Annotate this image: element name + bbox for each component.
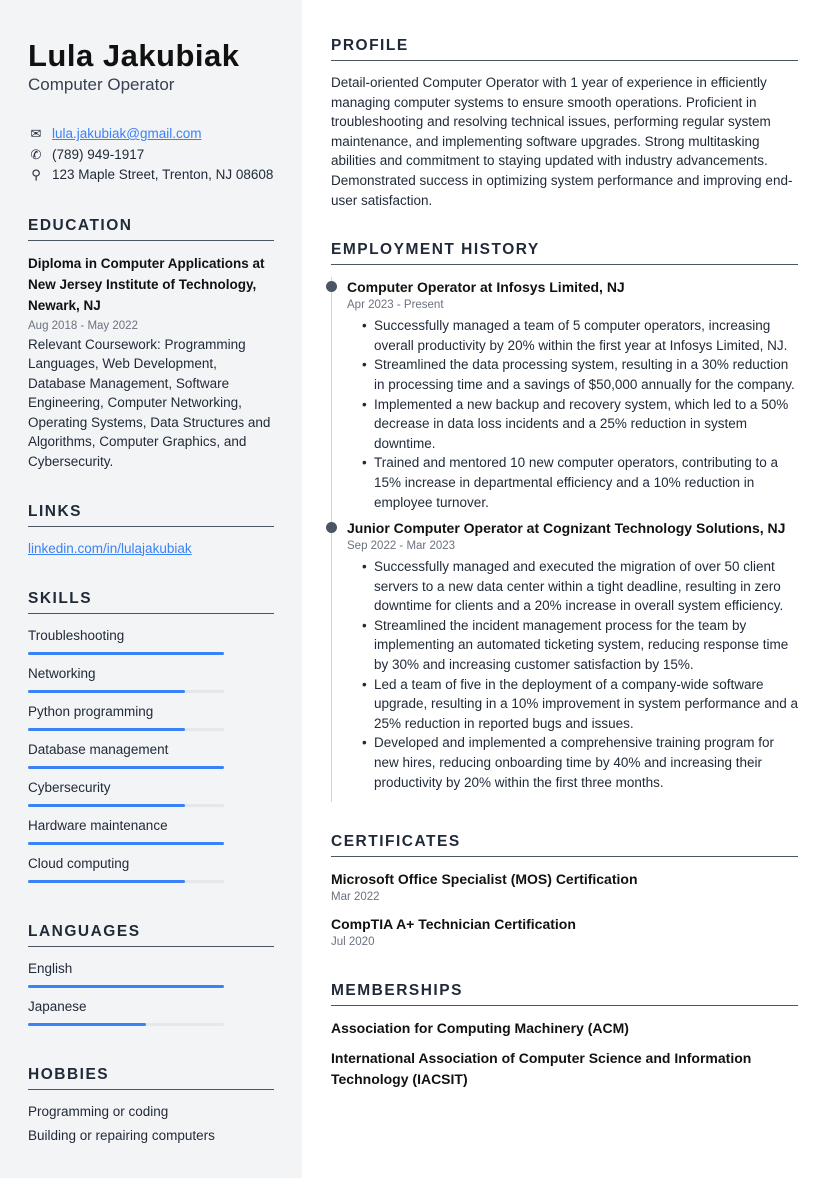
phone-icon: ✆ — [30, 146, 42, 162]
address-row — [28, 165, 274, 186]
skill-name: Cybersecurity — [28, 779, 111, 795]
skill-level-bar — [28, 766, 224, 769]
skills-heading: SKILLS — [28, 589, 274, 614]
skill-level-fill — [28, 1023, 146, 1026]
skill-level-bar — [28, 1023, 224, 1026]
job-title: Computer Operator at Infosys Limited, NJ — [347, 279, 625, 296]
skill-level-bar — [28, 842, 224, 845]
skill-level-fill — [28, 842, 224, 845]
email-row — [28, 124, 274, 145]
hobbies-section — [28, 1065, 274, 1146]
employment-section — [331, 240, 798, 802]
job-bullet: • Developed and implemented a comprehensive training program for new hires, reducing onboarding time by 40% and increasing their productivity by 20% within the first three months. — [332, 733, 798, 792]
skill-item — [28, 997, 224, 1035]
skill-name: Python programming — [28, 703, 154, 719]
skills-section — [28, 589, 274, 892]
certificate-date: Mar 2022 — [331, 891, 380, 904]
skill-item — [28, 702, 224, 740]
education-degree: Diploma in Computer Applications at New Jersey Institute of Technology, Newark, NJ — [28, 255, 265, 313]
job-bullet: • Streamlined the incident management process for the team by implementing an automated ticketing system, reducing response time by 30% and increasing customer satisfaction by 15%. — [332, 616, 798, 675]
skill-level-fill — [28, 804, 185, 807]
certificate-date: Jul 2020 — [331, 936, 375, 949]
skill-item — [28, 740, 224, 778]
job-bullets — [332, 557, 798, 792]
skill-level-bar — [28, 804, 224, 807]
phone: (789) 949-1917 — [52, 146, 145, 162]
profile-section — [331, 36, 798, 210]
skill-item — [28, 816, 224, 854]
address: 123 Maple Street, Trenton, NJ 08608 — [52, 167, 274, 182]
skill-name: Database management — [28, 741, 169, 757]
job-bullet: • Trained and mentored 10 new computer operators, contributing to a 15% increase in departmental efficiency and a 10% reduction in employee turnover. — [332, 453, 798, 512]
job-bullet: • Streamlined the data processing system, resulting in a 30% reduction in processing time and a savings of $50,000 annually for the company. — [332, 355, 798, 394]
education-dates: Aug 2018 - May 2022 — [28, 319, 138, 332]
skill-level-fill — [28, 985, 224, 988]
job-entry — [332, 518, 798, 792]
education-details: Relevant Coursework: Programming Languages, Web Development, Database Management, Software Engineering, Computer Networking, Operating Systems, Data Structures and Algorithms, Computer Graphics, and Cybersecurity. — [28, 336, 271, 470]
certificates-section — [331, 832, 798, 951]
profile-text: Detail-oriented Computer Operator with 1 year of experience in efficiently managing computer systems to ensure smooth operations. Proficient in troubleshooting and resolving technical issues, performing regular system maintenance, and implementing software upgrades. Strong multitasking abilities and commitment to staying updated with industry advancements. Demonstrated success in optimizing system performance and improving end-user satisfaction. — [331, 75, 793, 208]
membership-item: International Association of Computer Science and Information Technology (IACSIT) — [331, 1050, 752, 1088]
sidebar — [0, 0, 302, 1178]
skill-level-bar — [28, 880, 224, 883]
linkedin-link[interactable]: linkedin.com/in/lulajakubiak — [28, 540, 192, 556]
certificate-name: Microsoft Office Specialist (MOS) Certification — [331, 871, 638, 888]
skill-name: Troubleshooting — [28, 627, 125, 643]
skill-item — [28, 626, 224, 664]
links-heading: LINKS — [28, 502, 274, 527]
skill-level-fill — [28, 880, 185, 883]
memberships-heading: MEMBERSHIPS — [331, 981, 798, 1006]
email-link[interactable]: lula.jakubiak@gmail.com — [52, 126, 202, 141]
skill-level-fill — [28, 728, 185, 731]
skill-item — [28, 959, 224, 997]
envelope-icon: ✉ — [30, 126, 42, 141]
candidate-name: Lula Jakubiak — [28, 38, 240, 73]
hobby-item: Programming or coding — [28, 1103, 169, 1119]
education-heading: EDUCATION — [28, 216, 274, 241]
education-section — [28, 216, 274, 472]
job-title: Junior Computer Operator at Cognizant Technology Solutions, NJ — [347, 520, 786, 537]
certificate-name: CompTIA A+ Technician Certification — [331, 916, 576, 933]
skill-item — [28, 854, 224, 892]
membership-item: Association for Computing Machinery (ACM) — [331, 1020, 629, 1037]
job-bullet: • Led a team of five in the deployment of a company-wide software upgrade, resulting in a 10% improvement in system performance and a 25% reduction in reported bugs and issues. — [332, 675, 798, 734]
main-content — [302, 0, 833, 1178]
skill-name: Cloud computing — [28, 855, 130, 871]
certificates-heading: CERTIFICATES — [331, 832, 798, 857]
profile-heading: PROFILE — [331, 36, 798, 61]
skill-name: Japanese — [28, 998, 87, 1014]
skill-level-fill — [28, 652, 224, 655]
languages-section — [28, 922, 274, 1035]
candidate-title: Computer Operator — [28, 75, 175, 94]
skill-level-bar — [28, 690, 224, 693]
hobby-item: Building or repairing computers — [28, 1127, 215, 1143]
skill-level-fill — [28, 690, 185, 693]
skill-level-bar — [28, 652, 224, 655]
phone-row — [28, 145, 274, 166]
hobbies-heading: HOBBIES — [28, 1065, 274, 1090]
job-entry — [332, 277, 798, 512]
skill-item — [28, 664, 224, 702]
timeline — [331, 277, 798, 802]
skill-level-bar — [28, 985, 224, 988]
skill-name: English — [28, 960, 73, 976]
location-pin-icon: ⚲ — [31, 167, 41, 182]
job-bullet: • Implemented a new backup and recovery system, which led to a 50% decrease in data loss incidents and a 25% reduction in system downtime. — [332, 395, 798, 454]
skill-name: Networking — [28, 665, 96, 681]
skill-name: Hardware maintenance — [28, 817, 168, 833]
skill-level-bar — [28, 728, 224, 731]
skill-level-fill — [28, 766, 224, 769]
skill-item — [28, 778, 224, 816]
job-bullet: • Successfully managed and executed the migration of over 50 client servers to a new data center within a tight deadline, resulting in zero downtime for clients and a 20% increase in overall system efficiency. — [332, 557, 798, 616]
memberships-section — [331, 981, 798, 1090]
links-section — [28, 502, 274, 559]
employment-heading: EMPLOYMENT HISTORY — [331, 240, 798, 265]
job-dates: Apr 2023 - Present — [347, 299, 444, 312]
languages-heading: LANGUAGES — [28, 922, 274, 947]
job-bullets — [332, 316, 798, 512]
job-bullet: • Successfully managed a team of 5 computer operators, increasing overall productivity by 20% within the first year at Infosys Limited, NJ. — [332, 316, 798, 355]
job-dates: Sep 2022 - Mar 2023 — [347, 540, 456, 553]
